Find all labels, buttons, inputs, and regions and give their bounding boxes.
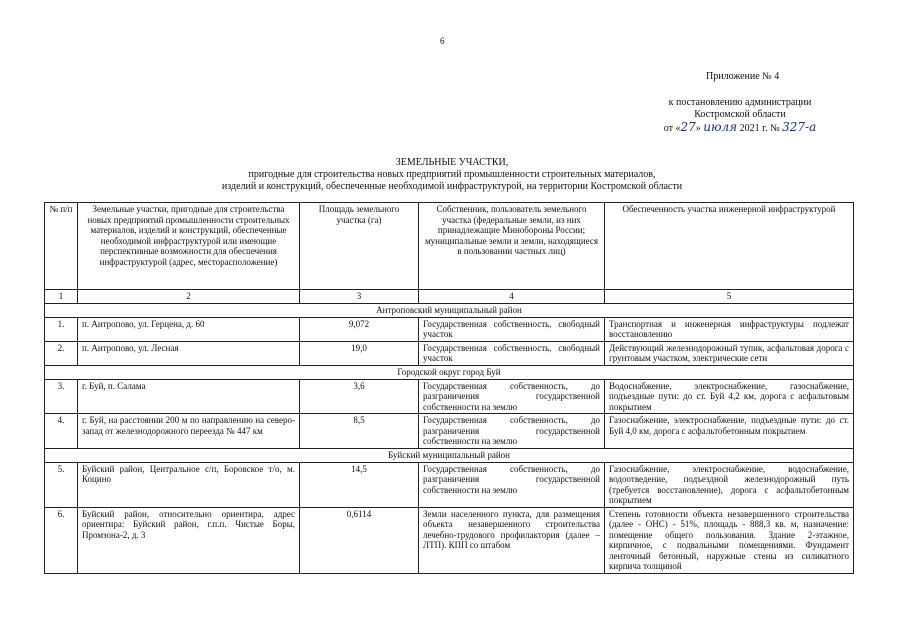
title-heading: ЗЕМЕЛЬНЫЕ УЧАСТКИ, bbox=[395, 157, 509, 168]
document-title bbox=[100, 157, 804, 193]
column-number: 1 bbox=[45, 290, 78, 304]
land-plots-table bbox=[44, 202, 854, 574]
plot-location: г. Буй, на расстоянии 200 м по направлению на северо-запад от железнодорожного переезда № 447 км bbox=[78, 414, 300, 449]
region-row bbox=[45, 365, 854, 379]
plot-area: 14,5 bbox=[300, 462, 419, 507]
region-row bbox=[45, 448, 854, 462]
region-name: Буйский муниципальный район bbox=[45, 448, 854, 462]
plot-owner: Государственная собственность, свободный участок bbox=[419, 341, 605, 365]
row-number: 5. bbox=[45, 462, 78, 507]
table-row bbox=[45, 341, 854, 365]
plot-infrastructure: Газоснабжение, электроснабжение, водоснабжение, водоотведение, подъездной железнодорожный путь (требуется восстановление), дорога с асфальтобетонным покрытием bbox=[605, 462, 854, 507]
plot-infrastructure: Транспортная и инженерная инфраструктуры подлежат восстановлению bbox=[605, 317, 854, 341]
plot-location: Буйский район, относительно ориентира, адрес ориентира: Буйский район, г.п.п. Чистые Боры, Промзона-2, д. 3 bbox=[78, 507, 300, 573]
plot-owner: Государственная собственность, до разграничения государственной собственности на землю bbox=[419, 414, 605, 449]
column-number: 2 bbox=[78, 290, 300, 304]
decree-reference bbox=[655, 97, 825, 135]
table-row bbox=[45, 462, 854, 507]
header-cell: Площадь земельного участка (га) bbox=[300, 203, 419, 290]
date-prefix: от « bbox=[663, 123, 681, 134]
decree-date-line bbox=[655, 121, 825, 135]
plot-location: п. Антропово, ул. Лесная bbox=[78, 341, 300, 365]
decree-line-2: Костромской области bbox=[694, 109, 786, 120]
column-number: 4 bbox=[419, 290, 605, 304]
plot-area: 9,072 bbox=[300, 317, 419, 341]
plot-infrastructure: Газоснабжение, электроснабжение, подъездные пути: до ст. Буй 4,0 км, дорога с асфальтобетонным покрытием bbox=[605, 414, 854, 449]
region-name: Городской округ город Буй bbox=[45, 365, 854, 379]
plot-area: 19,0 bbox=[300, 341, 419, 365]
plot-infrastructure: Степень готовности объекта незавершенного строительства (далее - ОНС) - 51%, площадь - 888,3 кв. м, назначение: помещение общего пользования. Здание 2-этажное, кирпичное, с подвальными помещениями. Фундамент ленточный бетонный, наружные стены из силикатного кирпича толщиной bbox=[605, 507, 854, 573]
title-line-3: изделий и конструкций, обеспеченные необходимой инфраструктурой, на территории Костромской области bbox=[221, 181, 683, 192]
plot-location: п. Антропово, ул. Герцена, д. 60 bbox=[78, 317, 300, 341]
header-cell: № п/п bbox=[45, 203, 78, 290]
plot-area: 3,6 bbox=[300, 379, 419, 414]
plot-owner: Земли населенного пункта, для размещения объекта незавершенного строительства лечебно-трудового профилактория (далее – ЛТП). КПП со штабом bbox=[419, 507, 605, 573]
row-number: 3. bbox=[45, 379, 78, 414]
row-number: 1. bbox=[45, 317, 78, 341]
plot-infrastructure: Водоснабжение, электроснабжение, газоснабжение, подъездные пути: до ст. Буй 4,2 км, дорога с асфальтовым покрытием bbox=[605, 379, 854, 414]
plot-area: 0,6114 bbox=[300, 507, 419, 573]
plot-owner: Государственная собственность, до разграничения государственной собственности на землю bbox=[419, 379, 605, 414]
page-number: 6 bbox=[440, 36, 445, 46]
table-header-row bbox=[45, 203, 854, 290]
decree-line-1: к постановлению администрации bbox=[668, 97, 812, 108]
header-cell: Собственник, пользователь земельного участка (федеральные земли, из них принадлежащие Минобороны России; муниципальные земли и земли, находящиеся в пользовании частных лиц) bbox=[419, 203, 605, 290]
plot-area: 8,5 bbox=[300, 414, 419, 449]
table-row bbox=[45, 414, 854, 449]
column-number: 3 bbox=[300, 290, 419, 304]
column-number: 5 bbox=[605, 290, 854, 304]
plot-location: Буйский район, Центральное с/п, Боровское т/о, м. Коцино bbox=[78, 462, 300, 507]
table-row bbox=[45, 507, 854, 573]
row-number: 4. bbox=[45, 414, 78, 449]
table-row bbox=[45, 317, 854, 341]
handwritten-month: июля bbox=[703, 120, 738, 134]
header-cell: Обеспеченность участка инженерной инфраструктурой bbox=[605, 203, 854, 290]
region-row bbox=[45, 303, 854, 317]
appendix-label: Приложение № 4 bbox=[706, 71, 780, 82]
region-name: Антроповский муниципальный район bbox=[45, 303, 854, 317]
plot-owner: Государственная собственность, свободный участок bbox=[419, 317, 605, 341]
handwritten-day: 27 bbox=[680, 120, 696, 134]
title-line-2: пригодные для строительства новых предприятий промышленности строительных материалов, bbox=[248, 169, 656, 180]
year-text: 2021 г. № bbox=[737, 123, 783, 134]
row-number: 2. bbox=[45, 341, 78, 365]
header-cell: Земельные участки, пригодные для строительства новых предприятий промышленности строительных материалов, изделий и конструкций, обеспеченные необходимой инфраструктурой или имеющие перспективные возможности для обеспечения инфраструктурой (адрес, месторасположение) bbox=[78, 203, 300, 290]
row-number: 6. bbox=[45, 507, 78, 573]
plot-owner: Государственная собственность, до разграничения государственной собственности на землю bbox=[419, 462, 605, 507]
handwritten-number: 327-а bbox=[782, 120, 817, 134]
column-number-row bbox=[45, 290, 854, 304]
table-row bbox=[45, 379, 854, 414]
plot-location: г. Буй, п. Салама bbox=[78, 379, 300, 414]
plot-infrastructure: Действующий железнодорожный тупик, асфальтовая дорога с грунтовым участком, электрические сети bbox=[605, 341, 854, 365]
date-mid: » bbox=[695, 123, 704, 134]
